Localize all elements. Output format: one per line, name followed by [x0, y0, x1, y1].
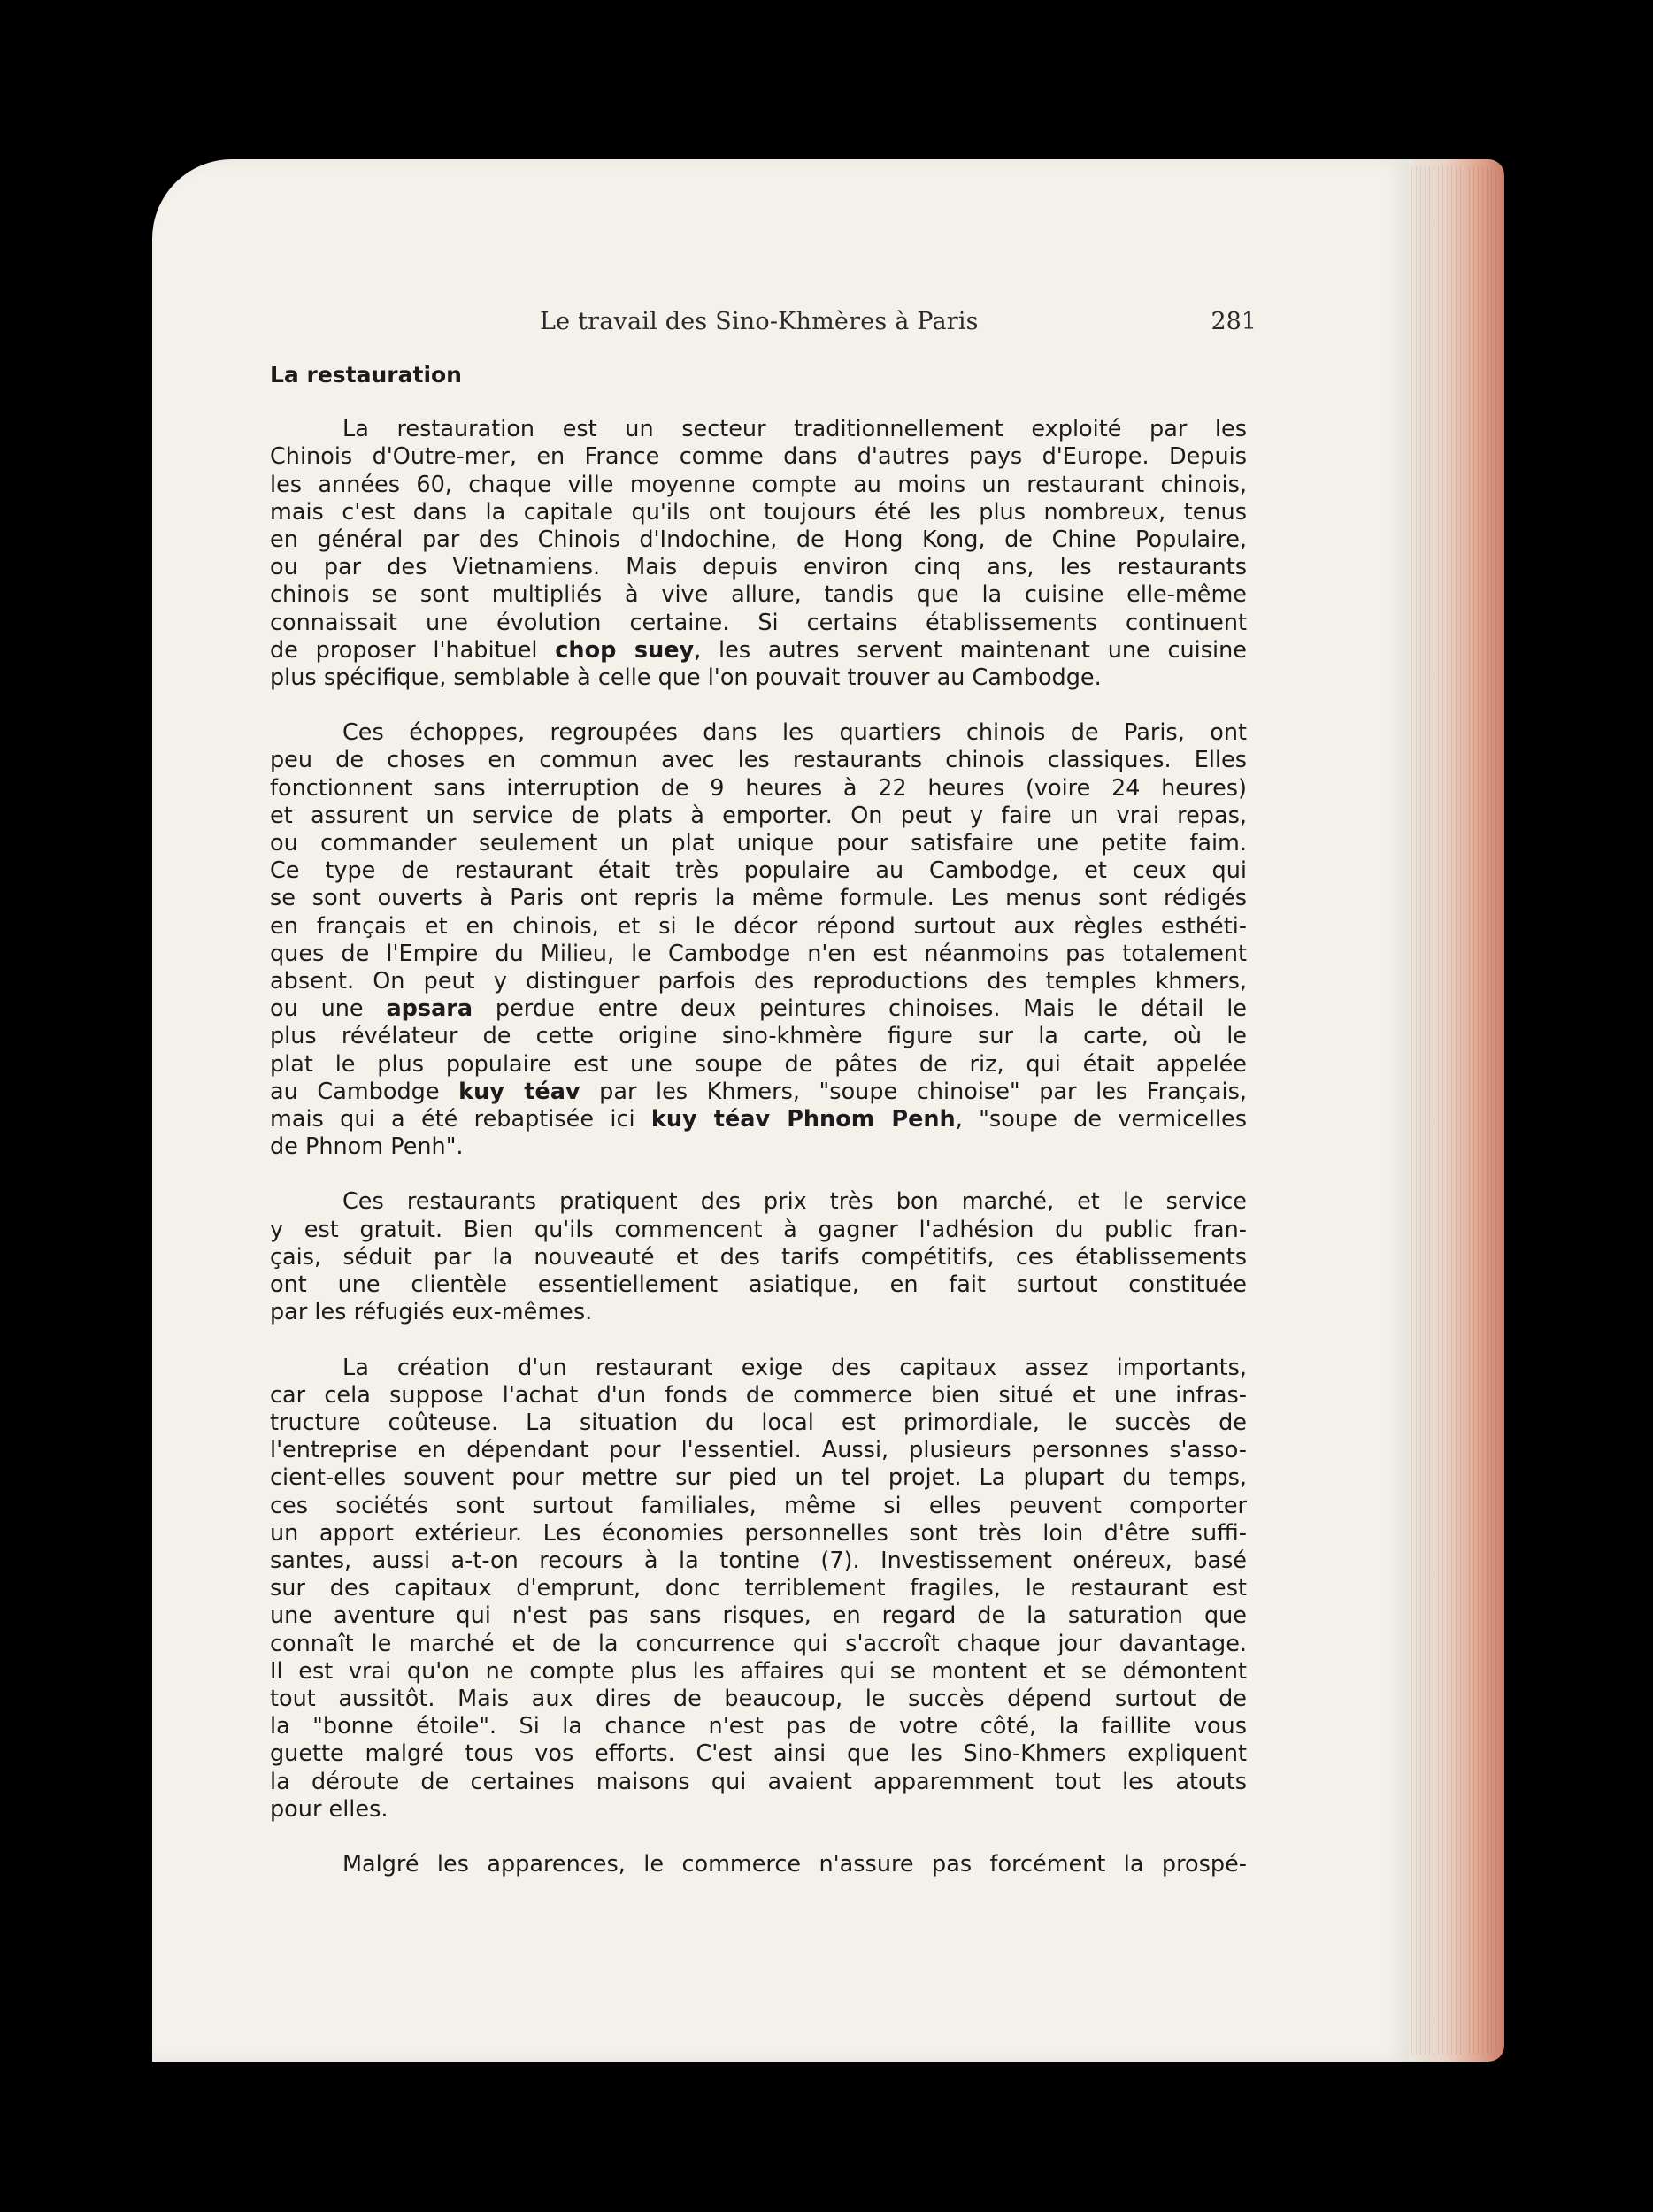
- paragraph-1: [270, 416, 1247, 692]
- text-line: mais c'est dans la capitale qu'ils ont toujours été les plus nombreux, tenus: [270, 498, 1247, 526]
- text-line: de proposer l'habituel chop suey, les autres servent maintenant une cuisine: [270, 636, 1247, 664]
- text-line: y est gratuit. Bien qu'ils commencent à gagner l'adhésion du public fran-: [270, 1216, 1247, 1243]
- running-title: Le travail des Sino-Khmères à Paris: [540, 308, 979, 335]
- page-header: [265, 308, 1257, 343]
- text-line: mais qui a été rebaptisée ici kuy téav Phnom Penh, "soupe de vermicelles: [270, 1106, 1247, 1133]
- text-line: La restauration est un secteur traditionnellement exploité par les: [342, 416, 1247, 443]
- text-line: La création d'un restaurant exige des capitaux assez importants,: [342, 1354, 1247, 1381]
- text-line: un apport extérieur. Les économies personnelles sont très loin d'être suffi-: [270, 1519, 1247, 1547]
- text-line: se sont ouverts à Paris ont repris la même formule. Les menus sont rédigés: [270, 885, 1247, 912]
- bold-term: kuy téav: [458, 1078, 580, 1105]
- text-line: cient-elles souvent pour mettre sur pied un tel projet. La plupart du temps,: [270, 1464, 1247, 1492]
- page-number: 281: [1211, 308, 1257, 335]
- text-line: la "bonne étoile". Si la chance n'est pas de votre côté, la faillite vous: [270, 1713, 1247, 1740]
- text-line: Ce type de restaurant était très populaire au Cambodge, et ceux qui: [270, 857, 1247, 885]
- text-line: Il est vrai qu'on ne compte plus les affaires qui se montent et se démontent: [270, 1657, 1247, 1685]
- text-line: ou par des Vietnamiens. Mais depuis environ cinq ans, les restaurants: [270, 554, 1247, 581]
- text-line: Ces restaurants pratiquent des prix très bon marché, et le service: [342, 1188, 1247, 1216]
- text-line: tout aussitôt. Mais aux dires de beaucoup, le succès dépend surtout de: [270, 1685, 1247, 1712]
- text-line: ont une clientèle essentiellement asiatique, en fait surtout constituée: [270, 1271, 1247, 1299]
- text-line: l'entreprise en dépendant pour l'essentiel. Aussi, plusieurs personnes s'asso-: [270, 1437, 1247, 1464]
- text-line: chinois se sont multipliés à vive allure, tandis que la cuisine elle-même: [270, 581, 1247, 609]
- bold-term: kuy téav Phnom Penh: [650, 1106, 956, 1133]
- text-line: guette malgré tous vos efforts. C'est ainsi que les Sino-Khmers expliquent: [270, 1740, 1247, 1768]
- text-line: pour elles.: [270, 1795, 388, 1823]
- text-line: plat le plus populaire est une soupe de pâtes de riz, qui était appelée: [270, 1050, 1247, 1078]
- page-stack-lines: [1403, 166, 1500, 2055]
- text-line: au Cambodge kuy téav par les Khmers, "soupe chinoise" par les Français,: [270, 1078, 1247, 1105]
- text-line: de Phnom Penh".: [270, 1133, 464, 1161]
- text-line: en français et en chinois, et si le décor répond surtout aux règles esthéti-: [270, 912, 1247, 940]
- text-line: plus révélateur de cette origine sino-khmère figure sur la carte, où le: [270, 1023, 1247, 1050]
- paragraph-5: [270, 1851, 1247, 1878]
- text-line: çais, séduit par la nouveauté et des tarifs compétitifs, ces établissements: [270, 1243, 1247, 1271]
- text-line: ou une apsara perdue entre deux peintures chinoises. Mais le détail le: [270, 995, 1247, 1023]
- page-content: [270, 361, 1247, 1906]
- text-line: connaît le marché et de la concurrence qui s'accroît chaque jour davantage.: [270, 1630, 1247, 1657]
- text-line: Ces échoppes, regroupées dans les quartiers chinois de Paris, ont: [342, 719, 1247, 747]
- text-line: tructure coûteuse. La situation du local est primordiale, le succès de: [270, 1409, 1247, 1436]
- text-line: ques de l'Empire du Milieu, le Cambodge n'en est néanmoins pas totalement: [270, 940, 1247, 967]
- text-line: car cela suppose l'achat d'un fonds de commerce bien situé et une infras-: [270, 1381, 1247, 1409]
- paragraph-4: [270, 1355, 1247, 1824]
- section-title: La restauration: [270, 362, 462, 388]
- paragraph-3: [270, 1188, 1247, 1326]
- text-line: absent. On peut y distinguer parfois des reproductions des temples khmers,: [270, 968, 1247, 995]
- text-line: Chinois d'Outre-mer, en France comme dans d'autres pays d'Europe. Depuis: [270, 443, 1247, 471]
- text-line: Malgré les apparences, le commerce n'assure pas forcément la prospé-: [342, 1850, 1247, 1878]
- text-line: la déroute de certaines maisons qui avaient apparemment tout les atouts: [270, 1768, 1247, 1795]
- text-line: en général par des Chinois d'Indochine, de Hong Kong, de Chine Populaire,: [270, 526, 1247, 554]
- text-line: ces sociétés sont surtout familiales, même si elles peuvent comporter: [270, 1492, 1247, 1519]
- bold-term: chop suey: [555, 636, 695, 664]
- text-line: ou commander seulement un plat unique pour satisfaire une petite faim.: [270, 830, 1247, 857]
- text-line: sur des capitaux d'emprunt, donc terriblement fragiles, le restaurant est: [270, 1575, 1247, 1602]
- text-line: une aventure qui n'est pas sans risques, en regard de la saturation que: [270, 1602, 1247, 1630]
- bold-term: apsara: [386, 995, 473, 1023]
- text-line: fonctionnent sans interruption de 9 heures à 22 heures (voire 24 heures): [270, 774, 1247, 802]
- text-line: santes, aussi a-t-on recours à la tontine (7). Investissement onéreux, basé: [270, 1547, 1247, 1574]
- text-line: peu de choses en commun avec les restaurants chinois classiques. Elles: [270, 747, 1247, 774]
- text-line: les années 60, chaque ville moyenne compte au moins un restaurant chinois,: [270, 471, 1247, 498]
- text-line: par les réfugiés eux-mêmes.: [270, 1299, 593, 1326]
- text-line: connaissait une évolution certaine. Si certains établissements continuent: [270, 609, 1247, 636]
- text-line: plus spécifique, semblable à celle que l'on pouvait trouver au Cambodge.: [270, 664, 1102, 692]
- text-line: et assurent un service de plats à emporter. On peut y faire un vrai repas,: [270, 802, 1247, 829]
- paragraph-2: [270, 719, 1247, 1161]
